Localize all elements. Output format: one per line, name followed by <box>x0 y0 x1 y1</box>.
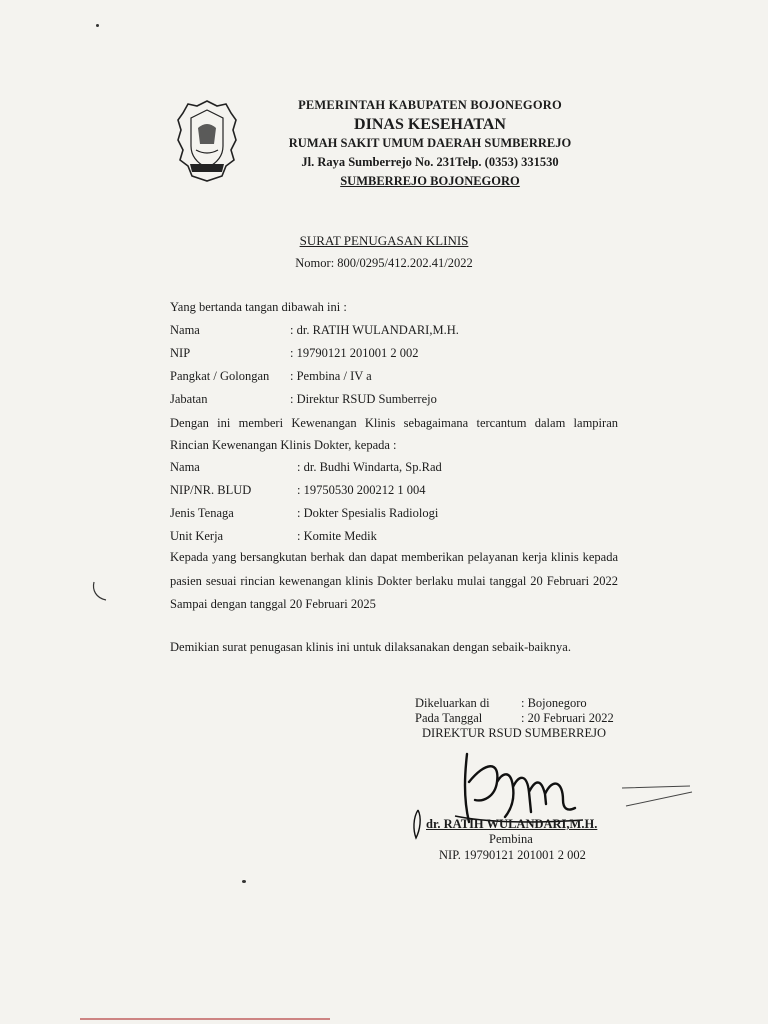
signer-rank-label: Pangkat / Golongan <box>170 369 270 383</box>
regency-emblem-icon <box>176 98 238 184</box>
signer-rank-value: : Pembina / IV a <box>290 369 372 383</box>
issued-place-value: : Bojonegoro <box>521 696 587 710</box>
signer-nip-label: NIP <box>170 346 191 360</box>
signer-name-label: Nama <box>170 323 200 337</box>
signatory-rank: Pembina <box>489 832 533 846</box>
document-title: SURAT PENUGASAN KLINIS <box>299 233 469 248</box>
recipient-unit-value: : Komite Medik <box>297 529 377 543</box>
closing-text: Demikian surat penugasan klinis ini untuk dilaksanakan dengan sebaik-baiknya. <box>170 640 571 654</box>
signer-nip-value: : 19790121 201001 2 002 <box>290 346 419 360</box>
recipient-type-value: : Dokter Spesialis Radiologi <box>297 506 439 520</box>
paraf-mark <box>412 808 424 840</box>
letterhead-government: PEMERINTAH KABUPATEN BOJONEGORO <box>298 98 562 112</box>
issued-date-label: Pada Tanggal <box>415 711 483 725</box>
letterhead-address: Jl. Raya Sumberrejo No. 231Telp. (0353) 331530 <box>301 155 559 169</box>
intro-text: Yang bertanda tangan dibawah ini : <box>170 300 347 314</box>
signatory-nip: NIP. 19790121 201001 2 002 <box>439 848 586 862</box>
issued-place-label: Dikeluarkan di <box>415 696 490 710</box>
letterhead-agency: DINAS KESEHATAN <box>354 116 506 133</box>
signer-position-value: : Direktur RSUD Sumberrejo <box>290 392 437 406</box>
recipient-name-label: Nama <box>170 460 200 474</box>
recipient-nip-label: NIP/NR. BLUD <box>170 483 252 497</box>
authority-paragraph: Kepada yang bersangkutan berhak dan dapat memberikan pelayanan kerja klinis kepada pasien sesuai rincian kewenangan klinis Dokter berlaku mulai tanggal 20 Februari 2022 Sampai dengan tanggal 20 Februari 2025 <box>170 550 618 611</box>
recipient-nip-value: : 19750530 200212 1 004 <box>297 483 426 497</box>
recipient-unit-label: Unit Kerja <box>170 529 224 543</box>
document-number: Nomor: 800/0295/412.202.41/2022 <box>295 256 473 270</box>
recipient-name-value: : dr. Budhi Windarta, Sp.Rad <box>297 460 442 474</box>
scan-speck <box>242 880 246 883</box>
letterhead-city: SUMBERREJO BOJONEGORO <box>340 174 520 188</box>
signer-position-label: Jabatan <box>170 392 208 406</box>
scan-speck <box>96 24 99 27</box>
letterhead-hospital: RUMAH SAKIT UMUM DAERAH SUMBERREJO <box>288 136 572 150</box>
letterhead <box>270 96 590 191</box>
margin-pen-mark <box>90 580 110 604</box>
statement-paragraph: Dengan ini memberi Kewenangan Klinis sebagaimana tercantum dalam lampiran Rincian Kewenangan Klinis Dokter, kepada : <box>170 416 618 452</box>
issued-date-value: : 20 Februari 2022 <box>521 711 614 725</box>
stray-pen-lines <box>620 784 694 808</box>
page-edge-mark <box>80 1018 330 1020</box>
recipient-type-label: Jenis Tenaga <box>170 506 234 520</box>
director-title: DIREKTUR RSUD SUMBERREJO <box>422 726 607 740</box>
signer-name-value: : dr. RATIH WULANDARI,M.H. <box>290 323 459 337</box>
signatory-name: dr. RATIH WULANDARI,M.H. <box>426 817 598 831</box>
